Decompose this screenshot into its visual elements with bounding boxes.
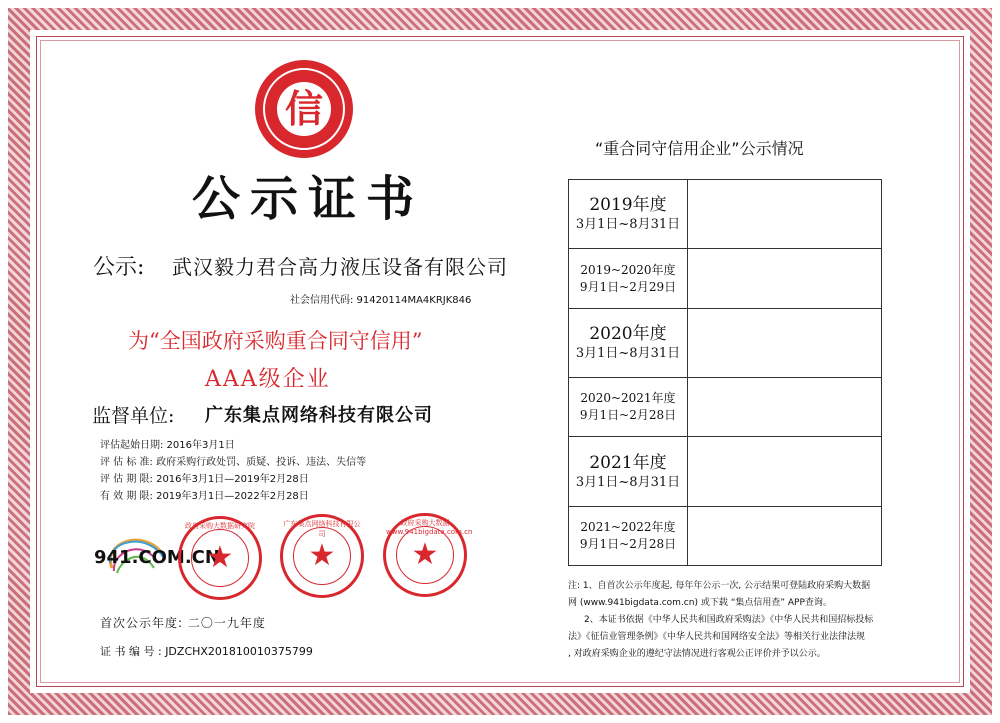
note-line: 法》《征信业管理条例》《中华人民共和国网络安全法》等相关行业法律法规 — [568, 632, 866, 642]
period-year: 2021年度 — [589, 452, 667, 473]
emblem-glyph: 信 — [284, 86, 323, 131]
status-cell — [688, 180, 882, 249]
status-cell — [688, 249, 882, 308]
period-cell — [569, 506, 688, 565]
supervisor-label: 监督单位: — [92, 405, 175, 427]
status-cell — [688, 378, 882, 437]
note-line: 2、本证书依据《中华人民共和国政府采购法》《中华人民共和国招标投标 — [584, 615, 874, 625]
credit-code: 社会信用代码: 91420114MA4KRJK846 — [290, 295, 472, 306]
supervisor-name: 广东集点网络科技有限公司 — [205, 405, 433, 426]
info-line: 评 估 期 限: 2016年3月1日—2019年2月28日 — [100, 474, 309, 485]
status-cell — [688, 506, 882, 565]
info-line: 有 效 期 限: 2019年3月1日—2022年2月28日 — [100, 491, 309, 502]
period-year: 2019年度 — [589, 195, 667, 216]
period-year: 2020年度 — [589, 323, 667, 344]
first-publicity-year: 首次公示年度: 二〇一九年度 — [100, 616, 266, 630]
period-cell — [569, 308, 688, 377]
status-cell — [688, 308, 882, 377]
info-line: 评 估 标 准: 政府采购行政处罚、质疑、投诉、违法、失信等 — [100, 457, 367, 468]
table-row — [569, 308, 882, 377]
table-row — [569, 180, 882, 249]
logo-text: 941.COM.CN — [94, 547, 220, 568]
notes — [568, 578, 898, 663]
publicity-table — [568, 179, 882, 566]
honor-line-2: AAA级企业 — [205, 367, 331, 392]
period-range: 9月1日~2月28日 — [579, 536, 677, 551]
period-range: 3月1日~8月31日 — [575, 474, 681, 490]
seal-research-institute — [178, 516, 262, 600]
seal-caption: 政府采购大数据 www.941bigdata.com.cn — [386, 519, 473, 536]
company-name: 武汉毅力君合高力液压设备有限公司 — [172, 255, 508, 279]
period-cell — [569, 378, 688, 437]
note-line: 网 (www.941bigdata.com.cn) 或下载 “集点信用查” APP查询。 — [568, 598, 832, 608]
period-range: 3月1日~8月31日 — [575, 217, 681, 233]
period-range: 3月1日~8月31日 — [575, 345, 681, 361]
table-row — [569, 437, 882, 506]
top-emblem-seal — [255, 60, 353, 158]
seal-company — [280, 514, 364, 598]
publicity-label: 公示: — [93, 255, 145, 280]
period-cell — [569, 180, 688, 249]
star-icon: ★ — [411, 537, 439, 572]
star-icon: ★ — [308, 538, 336, 573]
941-logo — [92, 523, 220, 588]
period-range: 9月1日~2月28日 — [579, 408, 677, 423]
table-row — [569, 378, 882, 437]
seal-bigdata — [383, 513, 473, 597]
info-line: 评估起始日期: 2016年3月1日 — [100, 440, 235, 451]
note-line: , 对政府采购企业的遵纪守法情况进行客观公正评价并予以公示。 — [568, 649, 826, 659]
seal-caption: 广东集点网络科技有限公司 — [283, 520, 361, 538]
status-cell — [688, 437, 882, 506]
star-icon: ★ — [206, 540, 234, 575]
period-year: 2019~2020年度 — [580, 262, 676, 277]
table-row — [569, 506, 882, 565]
period-year: 2020~2021年度 — [580, 391, 676, 406]
honor-line-1: 为“全国政府采购重合同守信用” — [128, 329, 423, 353]
period-cell — [569, 249, 688, 308]
publicity-table-title: “重合同守信用企业”公示情况 — [595, 139, 804, 158]
period-cell — [569, 437, 688, 506]
period-range: 9月1日~2月29日 — [579, 279, 677, 294]
certificate-title: 公示证书 — [191, 171, 424, 227]
seal-caption: 政府采购大数据研究院 — [185, 522, 255, 530]
note-line: 注: 1、自首次公示年度起, 每年年公示一次, 公示结果可登陆政府采购大数据 — [568, 581, 871, 591]
certificate-number: 证 书 编 号 : JDZCHX201810010375799 — [100, 645, 313, 658]
period-year: 2021~2022年度 — [580, 519, 676, 534]
table-row — [569, 249, 882, 308]
